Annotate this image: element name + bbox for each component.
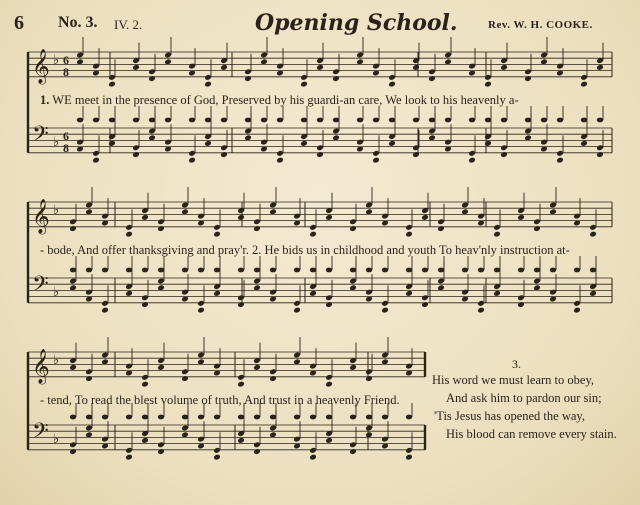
notehead [141, 381, 149, 388]
notehead [412, 151, 420, 158]
notehead [389, 118, 395, 123]
key-signature-flat: ♭ [53, 353, 60, 368]
notehead [429, 118, 435, 123]
notehead [204, 81, 212, 88]
key-signature-flat: ♭ [53, 432, 60, 447]
lyric-line-2: - bode, And offer thanksgiving and pray'r. 2. He bids us in childhood and youth To heav'nly instruction at- [40, 243, 570, 257]
notehead [365, 375, 373, 382]
page-number: 6 [14, 12, 24, 34]
treble-clef: 𝄞 [32, 49, 50, 84]
notehead [478, 268, 484, 273]
notehead [132, 151, 140, 158]
notehead [350, 268, 356, 273]
notehead [158, 268, 164, 273]
notehead [238, 268, 244, 273]
notehead [574, 268, 580, 273]
notehead [413, 118, 419, 123]
notehead [349, 364, 357, 371]
notehead [69, 448, 77, 455]
notehead [125, 454, 133, 461]
notehead [254, 415, 260, 420]
notehead [214, 415, 220, 420]
notehead [462, 268, 468, 273]
notehead [589, 231, 597, 238]
notehead [213, 290, 221, 297]
notehead [237, 437, 245, 444]
notehead [102, 268, 108, 273]
notehead [69, 364, 77, 371]
notehead [182, 268, 188, 273]
notehead [500, 64, 508, 71]
notehead [157, 364, 165, 371]
notehead [421, 301, 429, 308]
notehead [189, 118, 195, 123]
notehead [573, 307, 581, 314]
notehead [405, 231, 413, 238]
notehead [485, 118, 491, 123]
notehead [70, 415, 76, 420]
notehead [382, 268, 388, 273]
notehead [332, 75, 340, 82]
notehead [141, 301, 149, 308]
time-signature-top: 6 [63, 53, 69, 67]
notehead [333, 118, 339, 123]
notehead [484, 140, 492, 147]
notehead [468, 157, 476, 164]
notehead [493, 231, 501, 238]
author-credit: Rev. W. H. COOKE. [488, 19, 593, 31]
bass-clef: 𝄢 [32, 419, 49, 449]
notehead [412, 64, 420, 71]
notehead [388, 81, 396, 88]
notehead [157, 448, 165, 455]
lyric-line-1 [40, 93, 519, 108]
notehead [277, 118, 283, 123]
notehead [596, 64, 604, 71]
notehead [294, 268, 300, 273]
notehead [325, 301, 333, 308]
notehead [366, 415, 372, 420]
notehead [381, 307, 389, 314]
bass-clef: 𝄢 [32, 122, 49, 152]
notehead [181, 375, 189, 382]
notehead [350, 415, 356, 420]
notehead [108, 140, 116, 147]
time-signature-bottom: 8 [63, 65, 69, 79]
key-signature-flat: ♭ [53, 203, 60, 218]
notehead [422, 268, 428, 273]
notehead [132, 64, 140, 71]
notehead [245, 118, 251, 123]
notehead [237, 301, 245, 308]
notehead [126, 268, 132, 273]
notehead [326, 268, 332, 273]
notehead [445, 118, 451, 123]
notehead [70, 268, 76, 273]
notehead [126, 415, 132, 420]
notehead [253, 448, 261, 455]
notehead [580, 140, 588, 147]
key-signature-flat: ♭ [53, 285, 60, 300]
notehead [501, 118, 507, 123]
notehead [366, 268, 372, 273]
notehead [165, 118, 171, 123]
notehead [357, 118, 363, 123]
notehead [326, 415, 332, 420]
notehead [269, 375, 277, 382]
notehead [372, 157, 380, 164]
bass-clef: 𝄢 [32, 272, 49, 302]
notehead [437, 225, 445, 232]
notehead [85, 375, 93, 382]
notehead [349, 225, 357, 232]
notehead [237, 214, 245, 221]
notehead [109, 118, 115, 123]
notehead [125, 231, 133, 238]
lyric-text: WE meet in the presence of God, Preserved by his guardi-an care, We look to his heavenly a- [52, 93, 519, 107]
notehead [325, 437, 333, 444]
notehead [590, 268, 596, 273]
notehead [316, 64, 324, 71]
verse3-line: His word we must learn to obey, [432, 373, 595, 387]
notehead [86, 415, 92, 420]
notehead [316, 151, 324, 158]
notehead [188, 157, 196, 164]
notehead [270, 415, 276, 420]
notehead [93, 118, 99, 123]
notehead [406, 415, 412, 420]
notehead [158, 415, 164, 420]
verse3-line: And ask him to pardon our sin; [446, 391, 602, 405]
notehead [141, 437, 149, 444]
notehead [550, 268, 556, 273]
notehead [141, 214, 149, 221]
notehead [300, 140, 308, 147]
lyric-line-3: - tend, To read the blest volume of truth, And trust in a heavenly Friend. [40, 393, 400, 407]
notehead [101, 307, 109, 314]
notehead [253, 225, 261, 232]
notehead [149, 118, 155, 123]
notehead [405, 454, 413, 461]
notehead [244, 75, 252, 82]
hymn-number: No. 3. [58, 14, 98, 31]
notehead [438, 268, 444, 273]
notehead [69, 225, 77, 232]
notehead [405, 290, 413, 297]
notehead [182, 415, 188, 420]
notehead [518, 268, 524, 273]
notehead [102, 415, 108, 420]
notehead [309, 290, 317, 297]
notehead [310, 415, 316, 420]
notehead [534, 268, 540, 273]
notehead [406, 268, 412, 273]
notehead [221, 118, 227, 123]
notehead [581, 118, 587, 123]
notehead [108, 81, 116, 88]
key-signature-flat: ♭ [53, 53, 60, 68]
notehead [270, 268, 276, 273]
notehead [524, 75, 532, 82]
notehead [317, 118, 323, 123]
notehead [428, 75, 436, 82]
notehead [533, 225, 541, 232]
notehead [213, 231, 221, 238]
notehead [589, 290, 597, 297]
verse-number: 1. [40, 93, 50, 107]
notehead [133, 118, 139, 123]
treble-clef: 𝄞 [32, 199, 50, 234]
notehead [294, 415, 300, 420]
notehead [253, 364, 261, 371]
notehead [198, 268, 204, 273]
hymn-title: Opening School. [255, 10, 458, 36]
notehead [557, 118, 563, 123]
treble-clef: 𝄞 [32, 349, 50, 384]
notehead [325, 381, 333, 388]
notehead [541, 118, 547, 123]
notehead [293, 307, 301, 314]
notehead [261, 118, 267, 123]
notehead [142, 415, 148, 420]
notehead [220, 151, 228, 158]
notehead [125, 290, 133, 297]
notehead [500, 151, 508, 158]
notehead [86, 268, 92, 273]
notehead [198, 415, 204, 420]
notehead [556, 157, 564, 164]
notehead [77, 118, 83, 123]
notehead [309, 454, 317, 461]
notehead [421, 214, 429, 221]
notehead [157, 225, 165, 232]
notehead [148, 75, 156, 82]
notehead [92, 157, 100, 164]
notehead [276, 157, 284, 164]
notehead [301, 118, 307, 123]
notehead [517, 214, 525, 221]
notehead [388, 140, 396, 147]
notehead [525, 118, 531, 123]
notehead [142, 268, 148, 273]
notehead [254, 268, 260, 273]
key-signature-flat: ♭ [53, 135, 60, 150]
notehead [469, 118, 475, 123]
notehead [373, 118, 379, 123]
notehead [300, 81, 308, 88]
notehead [214, 268, 220, 273]
notehead [204, 140, 212, 147]
notehead [477, 307, 485, 314]
meter: IV. 2. [114, 17, 143, 32]
notehead [493, 290, 501, 297]
verse3-line: His blood can remove every stain. [446, 427, 617, 441]
notehead [309, 231, 317, 238]
verse3-line: 'Tis Jesus has opened the way, [434, 409, 585, 423]
notehead [517, 301, 525, 308]
notehead [597, 118, 603, 123]
notehead [382, 415, 388, 420]
notehead [349, 448, 357, 455]
notehead [484, 81, 492, 88]
notehead [494, 268, 500, 273]
notehead [325, 214, 333, 221]
time-signature-bottom: 8 [63, 141, 69, 155]
time-signature-top: 6 [63, 129, 69, 143]
verse3-number: 3. [512, 357, 521, 371]
notehead [237, 381, 245, 388]
notehead [580, 81, 588, 88]
notehead [238, 415, 244, 420]
notehead [310, 268, 316, 273]
notehead [197, 307, 205, 314]
notehead [213, 454, 221, 461]
notehead [205, 118, 211, 123]
notehead [220, 64, 228, 71]
notehead [596, 151, 604, 158]
